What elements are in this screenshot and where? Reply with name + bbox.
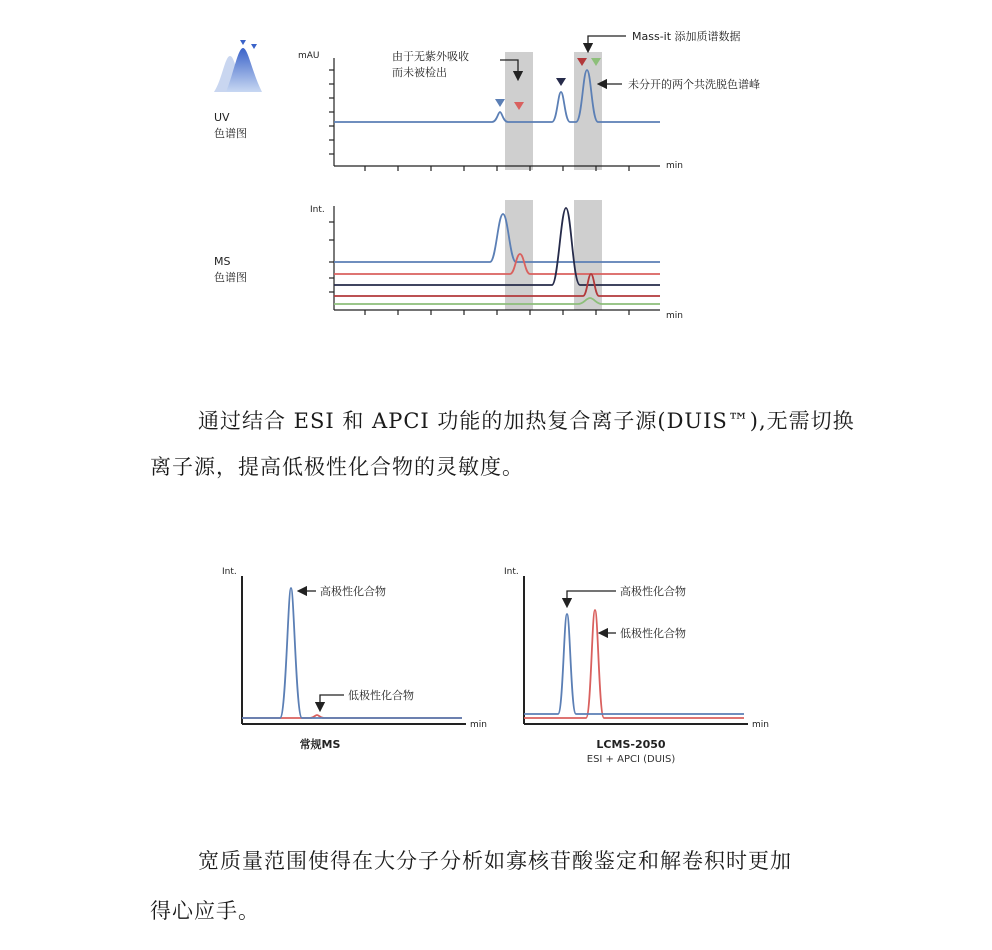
annotation-coelution: 未分开的两个共洗脱色谱峰 bbox=[628, 78, 760, 91]
ms-x-axis-label: min bbox=[666, 311, 683, 321]
ms-label-line1: MS bbox=[214, 255, 231, 268]
uv-label-line2: 色谱图 bbox=[214, 127, 247, 140]
paragraph-mass-range bbox=[150, 836, 870, 936]
ms-trace-red bbox=[334, 254, 660, 274]
paragraph-duis bbox=[150, 398, 870, 490]
right-label-high: 高极性化合物 bbox=[620, 585, 686, 598]
right-y-axis-label: Int. bbox=[504, 567, 519, 577]
ms-axes bbox=[329, 206, 660, 315]
left-label-high: 高极性化合物 bbox=[320, 585, 386, 598]
uv-ms-comparison-figure bbox=[0, 0, 992, 340]
ms-label-line2: 色谱图 bbox=[214, 271, 247, 284]
uv-peak-marker-blue bbox=[495, 99, 505, 107]
annotation-not-detected-line2: 而未被检出 bbox=[392, 66, 447, 79]
uv-spectrum-icon bbox=[214, 40, 262, 92]
uv-y-axis-label: mAU bbox=[298, 51, 320, 61]
right-x-axis-label: min bbox=[752, 720, 769, 730]
shade-region-1 bbox=[505, 52, 533, 170]
right-label-low: 低极性化合物 bbox=[620, 627, 686, 640]
left-arrow-low bbox=[320, 695, 344, 707]
paragraph-mass-range-line2: 得心应手。 bbox=[150, 899, 260, 923]
paragraph-duis-line2: 离子源，提高低极性化合物的灵敏度。 bbox=[150, 455, 524, 479]
right-arrow-high bbox=[567, 591, 616, 603]
paragraph-mass-range-line1: 宽质量范围使得在大分子分析如寡核苷酸鉴定和解卷积时更加 bbox=[198, 849, 792, 873]
ms-trace-green bbox=[334, 298, 660, 304]
left-label-low: 低极性化合物 bbox=[348, 689, 414, 702]
ms-y-axis-label: Int. bbox=[310, 205, 325, 215]
left-x-axis-label: min bbox=[470, 720, 487, 730]
annotation-not-detected-line1: 由于无紫外吸收 bbox=[392, 50, 469, 63]
uv-peak-marker-navy bbox=[556, 78, 566, 86]
uv-axes bbox=[329, 58, 660, 171]
paragraph-duis-line1: 通过结合 ESI 和 APCI 功能的加热复合离子源(DUIS™),无需切换 bbox=[198, 409, 855, 433]
left-y-axis-label: Int. bbox=[222, 567, 237, 577]
right-caption-line2: ESI + APCI (DUIS) bbox=[586, 754, 676, 765]
annotation-arrow-2 bbox=[588, 36, 626, 48]
lcms-2050-axes bbox=[524, 576, 748, 724]
right-caption-line1: LCMS-2050 bbox=[596, 738, 666, 751]
uv-x-axis-label: min bbox=[666, 161, 683, 171]
sensitivity-comparison-figure bbox=[0, 540, 992, 780]
left-caption: 常规MS bbox=[299, 738, 341, 751]
annotation-mass-it: Mass-it 添加质谱数据 bbox=[632, 30, 741, 43]
uv-trace bbox=[334, 70, 660, 122]
ms-trace-blue bbox=[334, 214, 660, 262]
uv-label-line1: UV bbox=[214, 111, 230, 124]
